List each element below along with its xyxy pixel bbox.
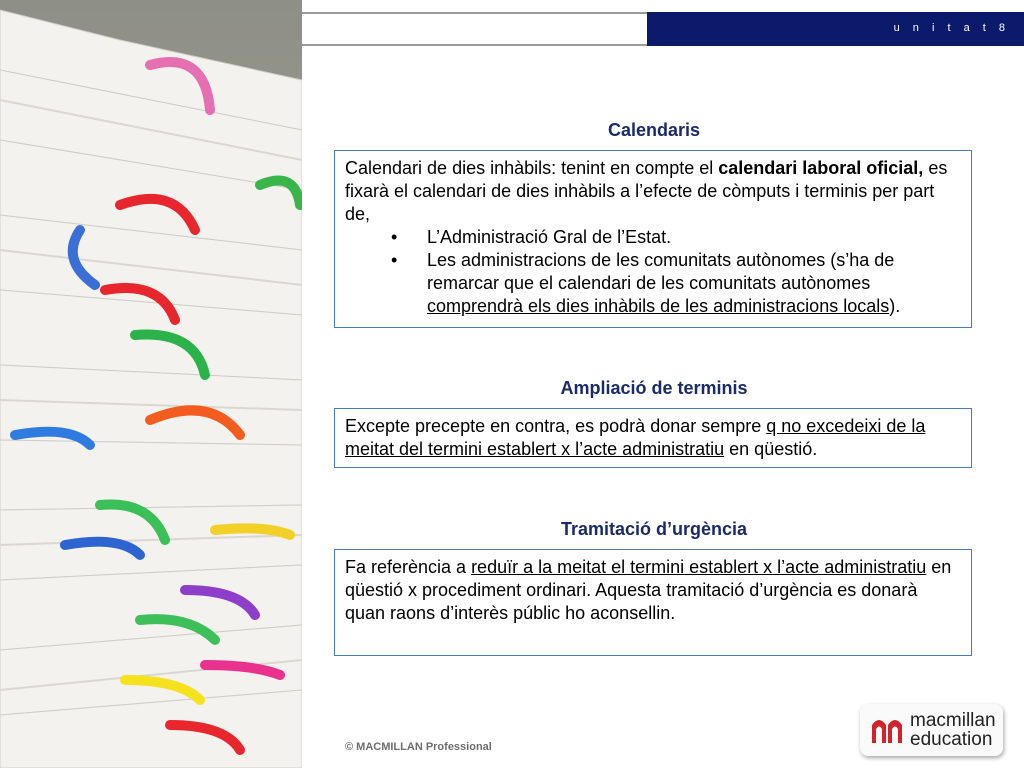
- bullet-2-text: Les administracions de les comunitats autònomes (s’ha de remarcar que el calendari de les comunitats autònomes: [427, 250, 895, 293]
- logo-text-macmillan: macmillan: [910, 710, 996, 731]
- unit-label: u n i t a t 8: [893, 22, 1010, 34]
- calendaris-intro-bold: calendari laboral oficial,: [718, 158, 924, 178]
- copyright-footer: © MACMILLAN Professional: [345, 741, 492, 753]
- header-line-top: [302, 12, 647, 14]
- section-title-calendaris: Calendaris: [607, 120, 701, 140]
- bullet-2-end: ).: [889, 296, 901, 316]
- ampliacio-box: [334, 408, 972, 468]
- calendaris-bullet-2: [391, 249, 961, 318]
- macmillan-education-logo: [860, 704, 1003, 756]
- macmillan-logo-icon: [870, 713, 906, 745]
- calendaris-intro-text: Calendari de dies inhàbils: tenint en compte el: [345, 158, 719, 178]
- tramitacio-box: [334, 549, 972, 656]
- bullet-2-underlined: comprendrà els dies inhàbils de les administracions locals: [427, 296, 890, 316]
- header-line-bottom: [302, 44, 647, 46]
- section-title-ampliacio: Ampliació de terminis: [560, 378, 748, 398]
- ampliacio-underlined: q no excedeixi de la meitat del termini establert x l’acte administratiu: [345, 416, 926, 459]
- section-title-tramitacio: Tramitació d’urgència: [560, 519, 748, 539]
- calendaris-bullet-list: [345, 226, 961, 318]
- calendaris-box: [334, 150, 972, 328]
- logo-text-education: education: [910, 729, 993, 750]
- ampliacio-text-2: en qüestió.: [724, 439, 818, 459]
- binders-illustration: [0, 0, 302, 768]
- tramitacio-text-2: en qüestió x procediment ordinari. Aquesta tramitació d’urgència es donarà quan raons d’interès públic ho aconsellin.: [345, 557, 952, 623]
- tramitacio-underlined: reduïr a la meitat el termini establert x l’acte administratiu: [471, 557, 927, 577]
- calendaris-intro: [345, 157, 961, 226]
- calendaris-bullet-1: • L’Administració Gral de l’Estat.: [391, 226, 961, 249]
- unit-header-bar: [647, 12, 1024, 46]
- tramitacio-text: Fa referència a: [345, 557, 472, 577]
- ampliacio-text: Excepte precepte en contra, es podrà donar sempre: [345, 416, 767, 436]
- calendaris-intro-text-2: es fixarà el calendari de dies inhàbils a l’efecte de còmputs i terminis per part de,: [345, 158, 948, 224]
- binders-photo: [0, 0, 302, 768]
